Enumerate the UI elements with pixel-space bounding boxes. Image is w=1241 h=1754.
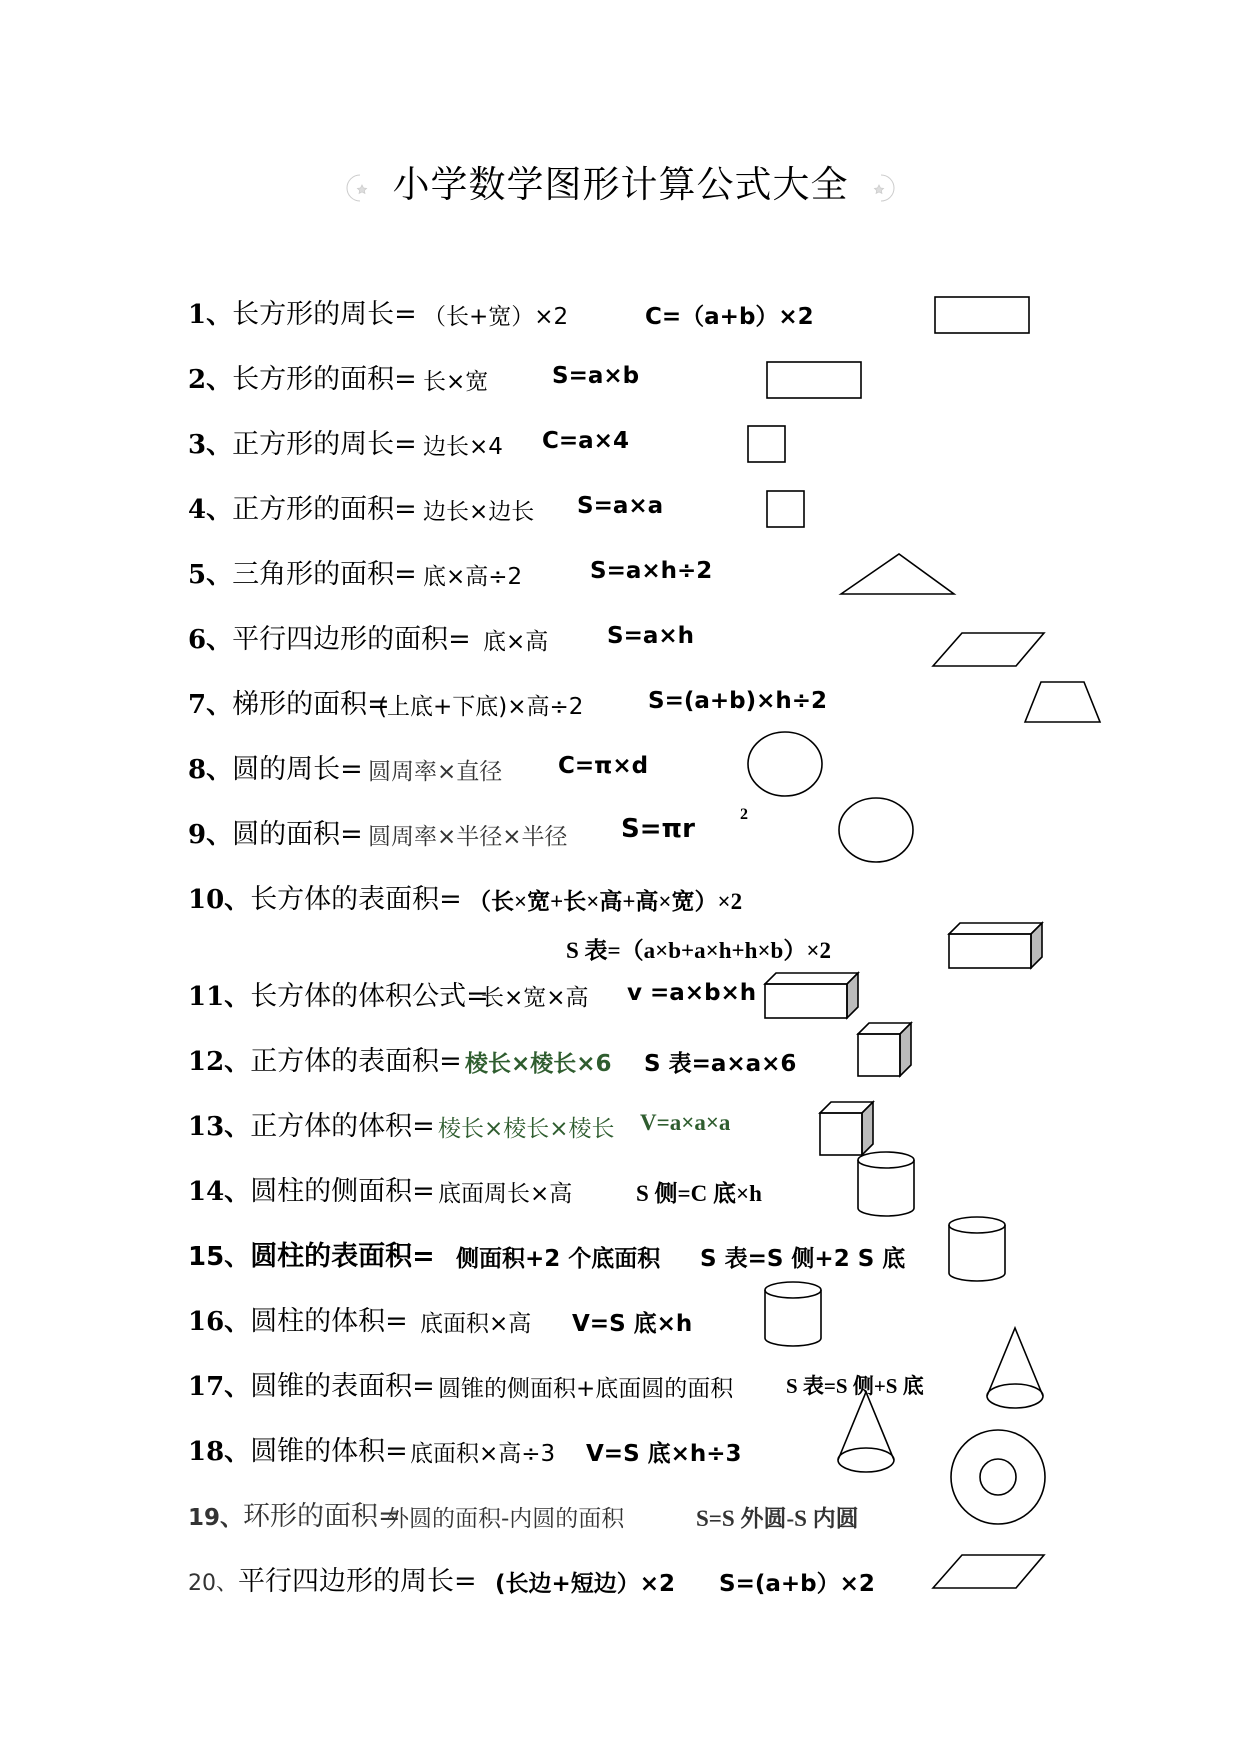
item-formula: S 侧=C 底×h	[636, 1181, 762, 1206]
item-formula: V=S 底×h	[572, 1311, 693, 1337]
formula-row	[188, 617, 695, 657]
item-value: 底面周长×高	[438, 1181, 573, 1207]
item-number: 11、	[188, 982, 251, 1012]
square-icon	[747, 425, 786, 463]
item-label: 正方形的周长=	[232, 429, 417, 460]
rectangle-icon	[934, 296, 1030, 334]
item-formula: C=a×4	[542, 428, 629, 454]
item-value: 棱长×棱长×6	[465, 1051, 612, 1077]
formula-row	[188, 747, 649, 787]
item-number: 5、	[188, 560, 233, 590]
formula-row	[188, 1169, 762, 1209]
item-formula: S=S 外圆-S 内圆	[696, 1506, 859, 1531]
formula-row	[188, 1104, 731, 1144]
item-value: （长×宽+长×高+高×宽）×2	[468, 889, 743, 914]
item-label: 圆的面积=	[232, 819, 363, 850]
item-number: 8、	[188, 755, 233, 785]
square-icon	[766, 490, 805, 528]
page-title-text: 小学数学图形计算公式大全	[392, 163, 849, 206]
item-label: 圆柱的侧面积=	[250, 1176, 435, 1207]
cube-icon	[819, 1101, 875, 1157]
formula-row	[188, 682, 828, 722]
item-value: 外圆的面积-内圆的面积	[386, 1506, 625, 1532]
item-label: 圆锥的体积=	[250, 1436, 408, 1467]
item-number: 14、	[188, 1177, 251, 1207]
cone-icon	[985, 1326, 1045, 1410]
formula-row	[188, 1039, 797, 1079]
moon-star-icon	[338, 171, 372, 205]
item-number: 2、	[188, 365, 233, 395]
item-formula: S 表=S 侧+2 S 底	[700, 1246, 906, 1272]
page-title	[0, 154, 1241, 208]
triangle-icon	[840, 552, 956, 596]
item-value: 边长×边长	[423, 499, 535, 525]
exponent-label: 2	[740, 806, 748, 823]
item-formula: S=a×a	[577, 493, 664, 519]
item-formula: S=(a+b)×h÷2	[648, 688, 828, 714]
circle-icon	[746, 730, 824, 798]
formula-row	[188, 1494, 859, 1534]
item-formula: S 表=（a×b+a×h+h×b）×2	[566, 938, 831, 963]
item-label: 圆柱的表面积=	[250, 1241, 435, 1272]
formula-row	[188, 292, 814, 332]
item-value: 圆周率×半径×半径	[368, 824, 568, 850]
item-label: 圆的周长=	[232, 754, 363, 785]
formula-row	[188, 806, 748, 852]
item-formula: S=a×h÷2	[590, 558, 713, 584]
item-formula: S 表=a×a×6	[644, 1051, 797, 1077]
item-label: 正方体的体积=	[250, 1111, 435, 1142]
item-value: 底×高÷2	[423, 564, 523, 590]
cylinder-icon	[856, 1150, 916, 1218]
item-value: 圆锥的侧面积+底面圆的面积	[438, 1376, 734, 1402]
formula-row	[188, 877, 743, 917]
cone-icon	[836, 1390, 896, 1474]
item-value: 边长×4	[423, 434, 503, 460]
item-label: 长方形的周长=	[232, 299, 417, 330]
item-value: 长×宽×高	[481, 985, 589, 1011]
trapezoid-icon	[1024, 680, 1102, 724]
item-value: (上底+下底)×高÷2	[378, 694, 584, 720]
circle-icon	[837, 796, 915, 864]
formula-row	[188, 357, 640, 397]
item-number: 13、	[188, 1112, 251, 1142]
rectangle-icon	[766, 361, 862, 399]
formula-row	[188, 1299, 693, 1339]
cylinder-icon	[763, 1280, 823, 1348]
item-label: 长方体的体积公式=	[250, 981, 489, 1012]
item-label: 正方形的面积=	[232, 494, 417, 525]
item-formula: V=S 底×h÷3	[586, 1441, 742, 1467]
item-label: 圆柱的体积=	[250, 1306, 408, 1337]
item-number: 16、	[188, 1307, 251, 1337]
item-formula: S=a×h	[607, 623, 695, 649]
item-number: 12、	[188, 1047, 251, 1077]
item-number: 3、	[188, 430, 233, 460]
item-label: 平行四边形的周长=	[238, 1566, 477, 1597]
formula-row	[188, 974, 757, 1014]
cuboid-icon	[764, 972, 860, 1020]
cuboid-icon	[948, 922, 1044, 970]
item-label: 环形的面积=	[243, 1501, 401, 1532]
cylinder-icon	[947, 1215, 1007, 1283]
item-value: 底面积×高	[420, 1311, 532, 1337]
item-formula: C=（a+b）×2	[645, 304, 814, 330]
item-number: 10、	[188, 885, 251, 915]
formula-row	[188, 1429, 742, 1469]
item-value: 圆周率×直径	[368, 759, 503, 785]
item-value: 底×高	[483, 629, 549, 655]
item-label: 长方体的表面积=	[250, 884, 462, 915]
item-label: 平行四边形的面积=	[232, 624, 471, 655]
parallelogram-icon	[932, 632, 1046, 668]
item-number: 15、	[188, 1242, 251, 1272]
item-number: 9、	[188, 820, 233, 850]
moon-star-icon	[869, 171, 903, 205]
item-number: 4、	[188, 495, 233, 525]
item-formula: v =a×b×h	[627, 980, 757, 1006]
item-value: (长边+短边）×2	[495, 1571, 676, 1597]
cube-icon	[857, 1022, 913, 1078]
formula-row	[188, 1234, 906, 1274]
item-formula: S=(a+b）×2	[719, 1571, 875, 1597]
item-number: 18、	[188, 1437, 251, 1467]
item-label: 三角形的面积=	[232, 559, 417, 590]
item-number: 1、	[188, 300, 233, 330]
item-label: 正方体的表面积=	[250, 1046, 462, 1077]
item-formula: C=π×d	[558, 753, 649, 779]
formula-row	[188, 552, 713, 592]
item-value: 棱长×棱长×棱长	[438, 1116, 615, 1142]
formula-row	[188, 1364, 924, 1404]
item-label: 长方形的面积=	[232, 364, 417, 395]
ring-icon	[949, 1428, 1047, 1526]
item-formula: V=a×a×a	[640, 1110, 731, 1135]
item-number: 17、	[188, 1372, 251, 1402]
item-value: 长×宽	[423, 369, 489, 395]
item-value: 底面积×高÷3	[410, 1441, 556, 1467]
formula-row	[188, 487, 664, 527]
item-label: 梯形的面积=	[232, 689, 390, 720]
item-formula: S=a×b	[552, 363, 640, 389]
formula-row	[188, 1559, 875, 1599]
item-value: （长+宽）×2	[423, 304, 569, 330]
item-number: 19、	[188, 1505, 244, 1531]
item-formula: S 表=S 侧+S 底	[786, 1374, 924, 1398]
item-number: 20、	[188, 1571, 238, 1596]
parallelogram-icon	[932, 1554, 1046, 1590]
item-formula: S=πr	[621, 814, 695, 844]
item-number: 6、	[188, 625, 233, 655]
item-label: 圆锥的表面积=	[250, 1371, 435, 1402]
item-value: 侧面积+2 个底面积	[456, 1246, 661, 1272]
formula-row	[188, 422, 629, 462]
item-number: 7、	[188, 690, 233, 720]
